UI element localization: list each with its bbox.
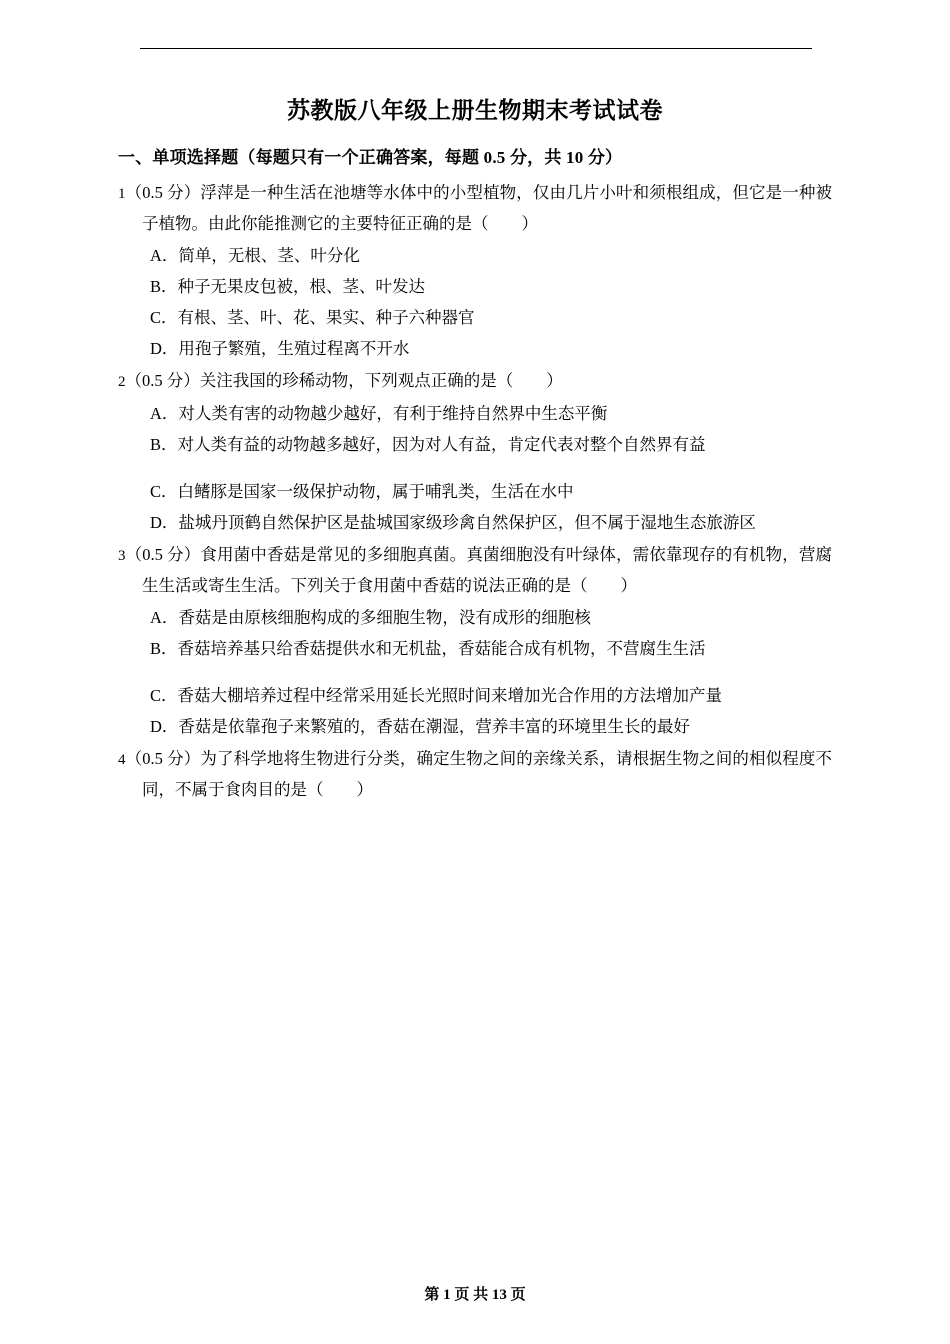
footer-middle: 页 共 (454, 1287, 489, 1303)
footer-prefix: 第 (424, 1287, 440, 1303)
question-text: 食用菌中香菇是常见的多细胞真菌。真菌细胞没有叶绿体，需依靠现存的有机物，营腐生生活或寄生生活。下列关于食用菌中香菇的说法正确的是（ ） (142, 545, 832, 595)
question-block (118, 540, 832, 742)
question-score: （0.5 分） (125, 545, 201, 564)
question-stem (118, 178, 832, 239)
question-block (118, 744, 832, 805)
question-number: 3 (118, 548, 126, 564)
footer-current-page: 1 (443, 1287, 451, 1303)
question-stem (118, 366, 832, 397)
option-item: D．盐城丹顶鹤自然保护区是盐城国家级珍禽自然保护区，但不属于湿地生态旅游区 (150, 513, 756, 532)
option-item: A．简单，无根、茎、叶分化 (150, 246, 360, 265)
option-item: B．种子无果皮包被，根、茎、叶发达 (150, 277, 426, 296)
document-content (118, 92, 832, 807)
question-block (118, 178, 832, 364)
question-block (118, 366, 832, 538)
option-item: A．香菇是由原核细胞构成的多细胞生物，没有成形的细胞核 (150, 608, 591, 627)
question-number: 4 (118, 752, 126, 768)
layout-spacer (118, 461, 832, 477)
option-item: D．用孢子繁殖，生殖过程离不开水 (150, 339, 410, 358)
question-score: （0.5 分） (125, 749, 201, 768)
question-number: 2 (118, 374, 126, 390)
question-text: 关注我国的珍稀动物，下列观点正确的是（ ） (199, 371, 563, 390)
section-heading: 一、单项选择题（每题只有一个正确答案，每题 0.5 分，共 10 分） (118, 148, 623, 167)
layout-spacer (118, 665, 832, 681)
question-text: 为了科学地将生物进行分类，确定生物之间的亲缘关系，请根据生物之间的相似程度不同，不属于食肉目的是（ ） (142, 749, 832, 799)
question-stem (118, 540, 832, 601)
footer-suffix: 页 (510, 1287, 526, 1303)
page-title: 苏教版八年级上册生物期末考试试卷 (287, 98, 663, 123)
question-score: （0.5 分） (125, 183, 201, 202)
question-stem (118, 744, 832, 805)
footer-total-pages: 13 (491, 1287, 507, 1303)
option-item: A．对人类有害的动物越少越好，有利于维持自然界中生态平衡 (150, 404, 608, 423)
question-number: 1 (118, 186, 126, 202)
option-item: B．香菇培养基只给香菇提供水和无机盐，香菇能合成有机物，不营腐生生活 (150, 639, 706, 658)
option-item: C．白鳍豚是国家一级保护动物，属于哺乳类，生活在水中 (150, 482, 574, 501)
header-divider (140, 48, 812, 49)
question-text: 浮萍是一种生活在池塘等水体中的小型植物，仅由几片小叶和须根组成，但它是一种被子植物。由此你能推测它的主要特征正确的是（ ） (142, 183, 832, 233)
option-item: B．对人类有益的动物越多越好，因为对人有益，肯定代表对整个自然界有益 (150, 435, 706, 454)
option-item: C．香菇大棚培养过程中经常采用延长光照时间来增加光合作用的方法增加产量 (150, 686, 723, 705)
option-item: D．香菇是依靠孢子来繁殖的，香菇在潮湿，营养丰富的环境里生长的最好 (150, 717, 690, 736)
page-footer (0, 1283, 950, 1304)
question-score: （0.5 分） (125, 371, 200, 390)
option-item: C．有根、茎、叶、花、果实、种子六种器官 (150, 308, 475, 327)
